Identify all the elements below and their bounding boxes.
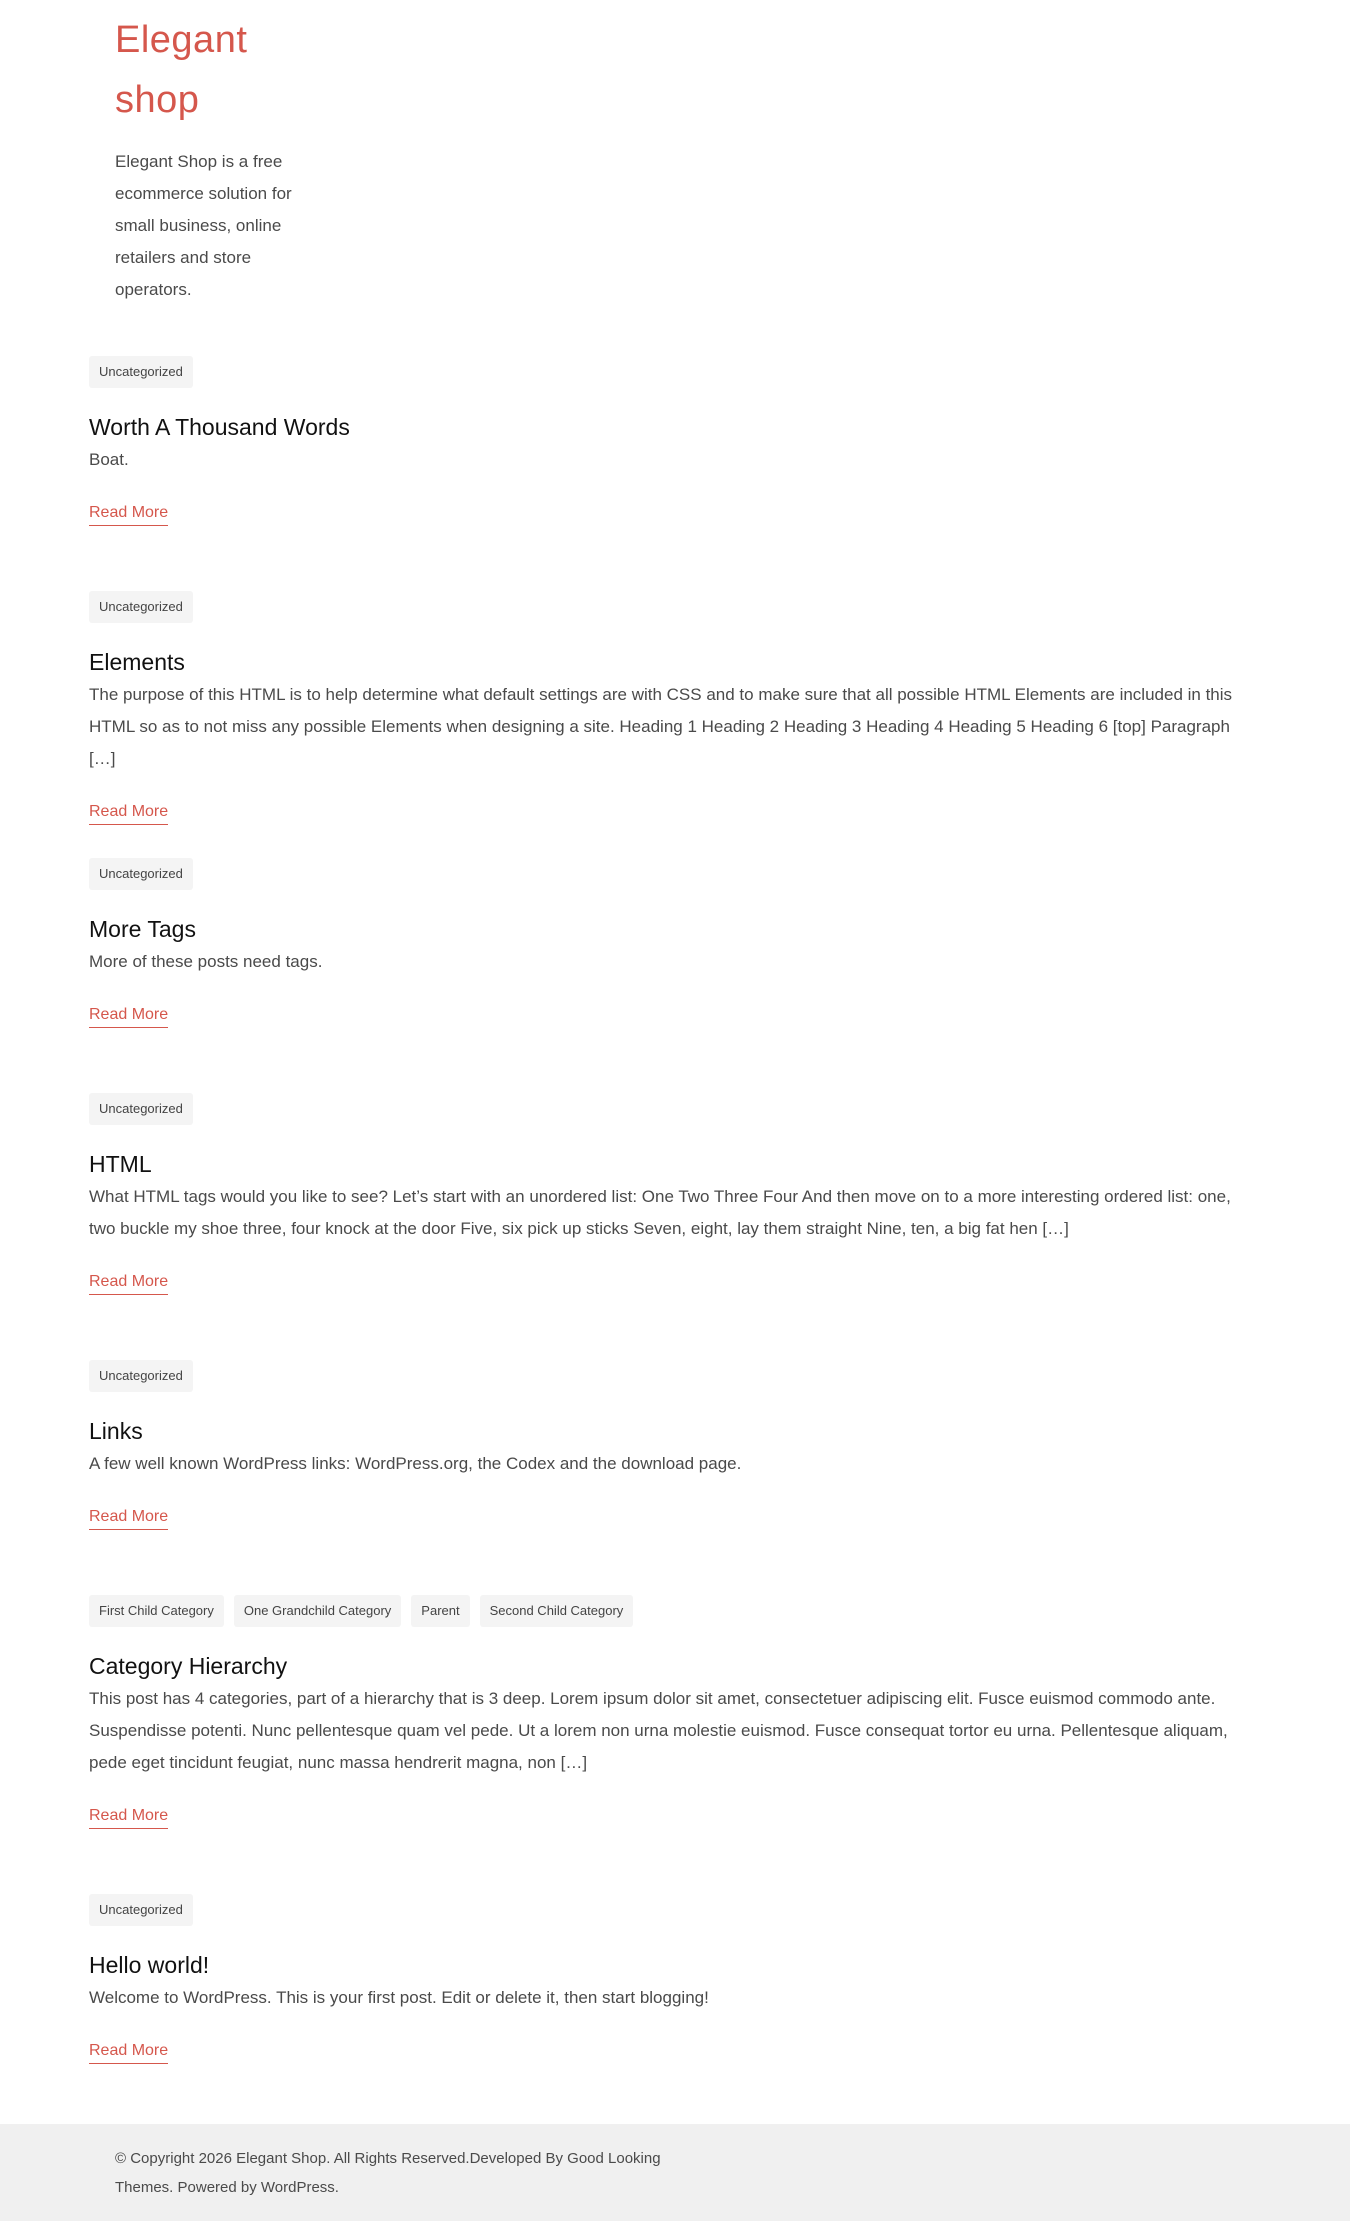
- post-title[interactable]: HTML: [89, 1151, 152, 1177]
- site-footer: [0, 2124, 1350, 2221]
- post-excerpt: This post has 4 categories, part of a hierarchy that is 3 deep. Lorem ipsum dolor sit amet, consectetuer adipiscing elit. Fusce euismod commodo ante. Suspendisse potenti. Nunc pellentesque quam vel pede. Ut a lorem non urna molestie euismod. Fusce consequat tortor eu urna. Pellentesque aliquam, pede eget tincidunt feugiat, nunc massa hendrerit magna, non […]: [89, 1689, 1228, 1772]
- category-badge[interactable]: Uncategorized: [89, 858, 193, 890]
- post-categories: [89, 1360, 1259, 1392]
- post-excerpt: Welcome to WordPress. This is your first post. Edit or delete it, then start blogging!: [89, 1988, 709, 2007]
- read-more-link[interactable]: Read More: [89, 1805, 168, 1829]
- post-title[interactable]: Links: [89, 1418, 143, 1444]
- read-more-link[interactable]: Read More: [89, 502, 168, 526]
- post-categories: [89, 858, 1259, 890]
- post-title[interactable]: Category Hierarchy: [89, 1653, 288, 1679]
- post-excerpt: A few well known WordPress links: WordPress.org, the Codex and the download page.: [89, 1454, 742, 1473]
- read-more-link[interactable]: Read More: [89, 1506, 168, 1530]
- category-badge[interactable]: Uncategorized: [89, 1360, 193, 1392]
- post-item: [89, 1595, 1259, 1894]
- post-categories: [89, 1894, 1259, 1926]
- category-badge[interactable]: Uncategorized: [89, 356, 193, 388]
- site-description: Elegant Shop is a free ecommerce solution for small business, online retailers and store operators.: [115, 152, 292, 299]
- category-badge[interactable]: Uncategorized: [89, 591, 193, 623]
- post-title[interactable]: Elements: [89, 649, 185, 675]
- post-list: [89, 356, 1259, 2094]
- post-item: [89, 858, 1259, 1093]
- post-item: [89, 1360, 1259, 1595]
- read-more-link[interactable]: Read More: [89, 801, 168, 825]
- footer-copyright: © Copyright 2026 Elegant Shop. All Rights Reserved.Developed By Good Looking Themes. Powered by WordPress.: [115, 2150, 661, 2196]
- site-title[interactable]: [115, 10, 315, 130]
- post-item: [89, 356, 1259, 591]
- post-item: [89, 1093, 1259, 1360]
- read-more-link[interactable]: Read More: [89, 2040, 168, 2064]
- post-title[interactable]: More Tags: [89, 916, 196, 942]
- category-badge[interactable]: Uncategorized: [89, 1093, 193, 1125]
- read-more-link[interactable]: Read More: [89, 1271, 168, 1295]
- post-categories: [89, 1093, 1259, 1125]
- site-title-line2[interactable]: shop: [115, 79, 200, 121]
- site-header: [115, 10, 315, 306]
- read-more-link[interactable]: Read More: [89, 1004, 168, 1028]
- post-item: [89, 591, 1259, 858]
- post-excerpt: What HTML tags would you like to see? Let’s start with an unordered list: One Two Three Four And then move on to a more interesting ordered list: one, two buckle my shoe three, four knock at the door Five, six pick up sticks Seven, eight, lay them straight Nine, ten, a big fat hen […]: [89, 1187, 1231, 1238]
- site-title-line1[interactable]: Elegant: [115, 19, 248, 61]
- category-badge[interactable]: Second Child Category: [480, 1595, 634, 1627]
- post-item: [89, 1894, 1259, 2094]
- category-badge[interactable]: Parent: [411, 1595, 469, 1627]
- post-excerpt: More of these posts need tags.: [89, 952, 323, 971]
- post-excerpt: The purpose of this HTML is to help determine what default settings are with CSS and to make sure that all possible HTML Elements are included in this HTML so as to not miss any possible Elements when designing a site. Heading 1 Heading 2 Heading 3 Heading 4 Heading 5 Heading 6 [top] Paragraph […]: [89, 685, 1233, 768]
- post-title[interactable]: Worth A Thousand Words: [89, 414, 350, 440]
- category-badge[interactable]: One Grandchild Category: [234, 1595, 401, 1627]
- post-title[interactable]: Hello world!: [89, 1952, 210, 1978]
- post-categories: [89, 1595, 1259, 1627]
- post-categories: [89, 591, 1259, 623]
- post-categories: [89, 356, 1259, 388]
- category-badge[interactable]: Uncategorized: [89, 1894, 193, 1926]
- category-badge[interactable]: First Child Category: [89, 1595, 224, 1627]
- post-excerpt: Boat.: [89, 450, 129, 469]
